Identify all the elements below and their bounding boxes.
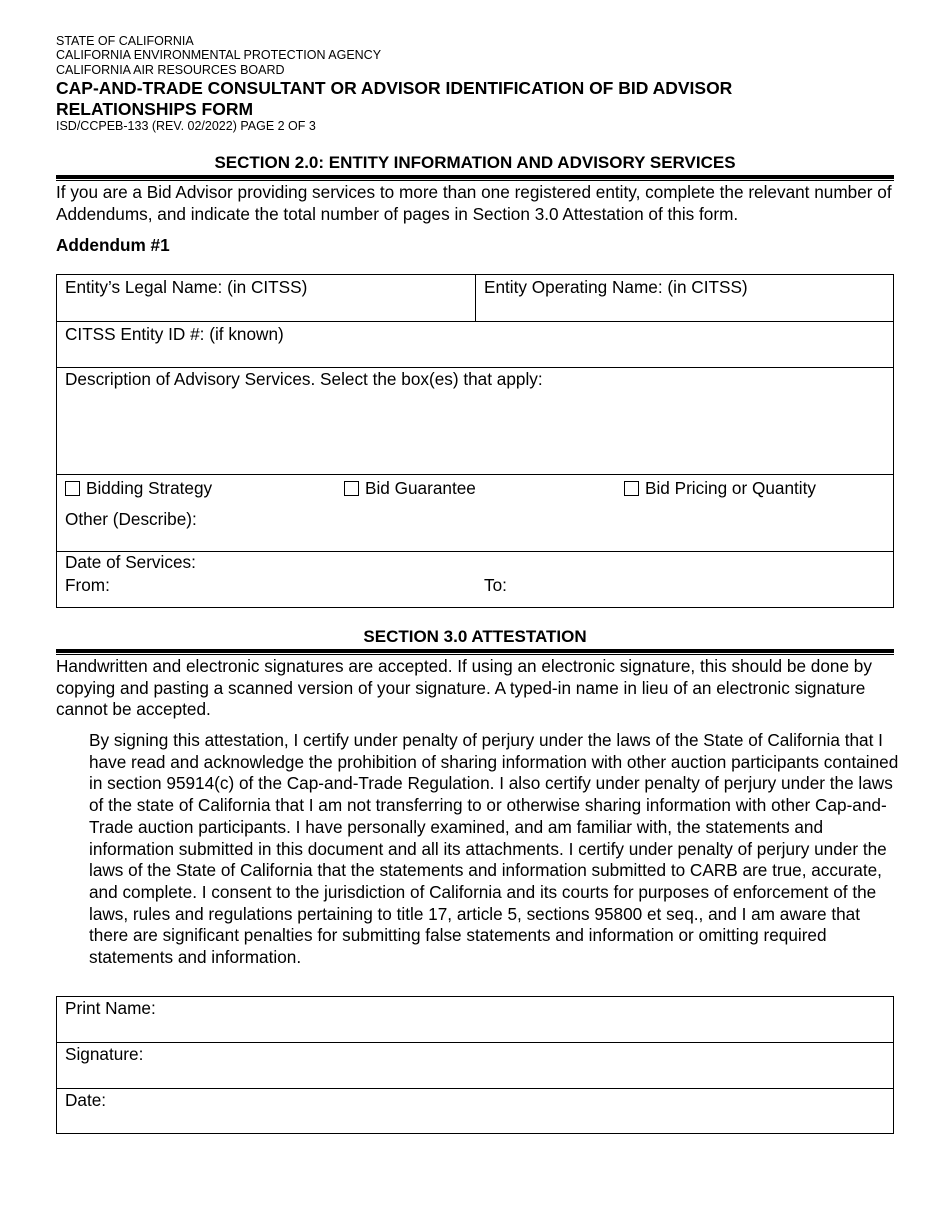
bid-pricing-option[interactable] (624, 478, 816, 498)
entity-id-label: CITSS Entity ID #: (if known) (65, 324, 284, 344)
form-code: ISD/CCPEB-133 (REV. 02/2022) PAGE 2 OF 3 (56, 119, 316, 133)
date-services-label: Date of Services: (65, 552, 196, 572)
section2-intro: If you are a Bid Advisor providing services to more than one registered entity, complete the relevant number of Addendums, and indicate the total number of pages in Section 3.0 Attestation of this form. (56, 182, 892, 224)
row-entity-id (57, 321, 893, 367)
bid-pricing-label: Bid Pricing or Quantity (645, 478, 816, 498)
operating-name-label: Entity Operating Name: (in CITSS) (484, 277, 748, 297)
row-date (57, 1088, 893, 1134)
legal-name-label: Entity’s Legal Name: (in CITSS) (65, 277, 308, 297)
signature-label: Signature: (65, 1044, 144, 1064)
bid-guarantee-label: Bid Guarantee (365, 478, 476, 498)
row-entity-names (57, 275, 893, 321)
entity-info-table (56, 274, 894, 608)
date-label: Date: (65, 1090, 107, 1110)
other-describe-label: Other (Describe): (65, 509, 197, 529)
print-name-label: Print Name: (65, 998, 156, 1018)
row-signature (57, 1042, 893, 1088)
row-description (57, 367, 893, 474)
bid-pricing-checkbox[interactable] (624, 481, 639, 496)
bid-guarantee-checkbox[interactable] (344, 481, 359, 496)
bidding-strategy-label: Bidding Strategy (86, 478, 213, 498)
from-label: From: (65, 575, 110, 595)
header-state: STATE OF CALIFORNIA (56, 34, 194, 48)
description-label: Description of Advisory Services. Select the box(es) that apply: (65, 369, 543, 389)
section2-title: SECTION 2.0: ENTITY INFORMATION AND ADVISORY SERVICES (214, 153, 736, 172)
bidding-strategy-checkbox[interactable] (65, 481, 80, 496)
bid-guarantee-option[interactable] (344, 478, 476, 498)
section3-title: SECTION 3.0 ATTESTATION (363, 627, 587, 646)
row-print-name (57, 997, 893, 1043)
attestation-text: By signing this attestation, I certify under penalty of perjury under the laws of the State of California that I have read and acknowledge the prohibition of sharing information with other auction participants contained in section 95914(c) of the Cap-and-Trade Regulation. I also certify under penalty of perjury under the laws of the state of California that I am not transferring to or otherwise sharing information with other Cap-and-Trade auction participants. I have personally examined, and am familiar with, the statements and information submitted in this document and all its attachments. I certify under penalty of perjury under the laws of the State of California that the statements and information submitted to CARB are true, accurate, and complete. I consent to the jurisdiction of California and its courts for purposes of enforcement of the laws, rules and regulations pertaining to title 17, article 5, sections 95800 et seq., and I am aware that there are significant penalties for submitting false statements and information or omitting required statements and information. (89, 730, 899, 968)
header-board: CALIFORNIA AIR RESOURCES BOARD (56, 63, 285, 77)
addendum-heading: Addendum #1 (56, 235, 170, 255)
section3-intro: Handwritten and electronic signatures are accepted. If using an electronic signature, this should be done by copying and pasting a scanned version of your signature. A typed-in name in lieu of an electronic signature cannot be accepted. (56, 656, 872, 720)
signature-table (56, 996, 894, 1134)
section3-rule (56, 649, 894, 655)
to-label: To: (484, 575, 507, 595)
section2-rule (56, 175, 894, 181)
form-title: CAP-AND-TRADE CONSULTANT OR ADVISOR IDENTIFICATION OF BID ADVISOR RELATIONSHIPS FORM (56, 78, 733, 119)
header-agency: CALIFORNIA ENVIRONMENTAL PROTECTION AGENCY (56, 48, 382, 62)
row-checkboxes (57, 474, 893, 552)
bidding-strategy-option[interactable] (65, 478, 212, 498)
row-date-services (57, 551, 893, 608)
cell-divider (475, 275, 476, 321)
